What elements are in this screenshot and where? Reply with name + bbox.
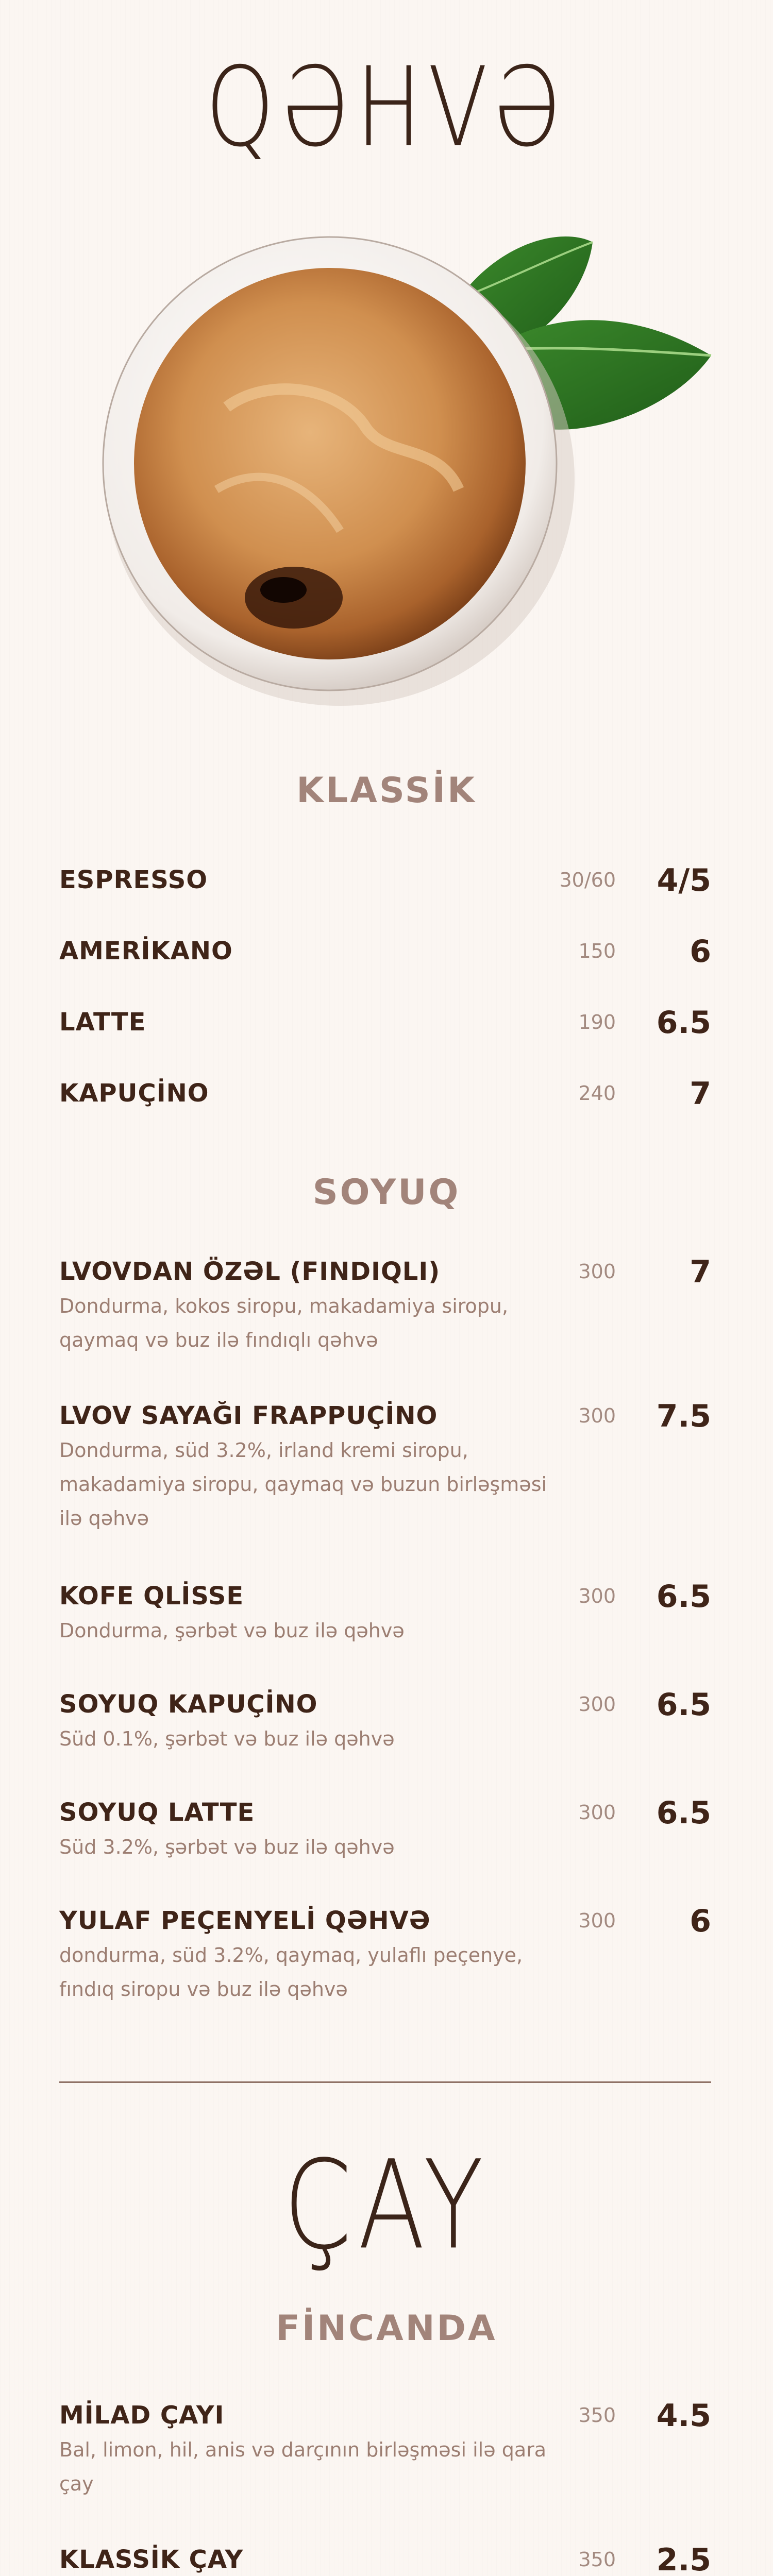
coffee-cup-illustration bbox=[98, 222, 747, 721]
item-volume: 240 bbox=[578, 1082, 616, 1105]
item-description: Dondurma, kokos siropu, makadamiya siropu, qaymaq və buz ilə fındıqlı qəhvə bbox=[59, 1295, 509, 1351]
item-volume: 300 bbox=[578, 1404, 616, 1427]
item-description: Dondurma, süd 3.2%, irland kremi siropu, makadamiya siropu, qaymaq və buzun birləşməsi ilə qəhvə bbox=[59, 1439, 547, 1530]
item-volume: 300 bbox=[578, 1260, 616, 1283]
menu-item bbox=[59, 2542, 711, 2576]
item-name: LVOVDAN ÖZƏL (FINDIQLI) bbox=[59, 1257, 441, 1286]
item-price: 6.5 bbox=[656, 1795, 711, 1831]
item-volume: 150 bbox=[578, 940, 616, 962]
item-name: SOYUQ KAPUÇİNO bbox=[59, 1690, 318, 1719]
item-volume: 300 bbox=[578, 1801, 616, 1824]
item-name: ESPRESSO bbox=[59, 866, 208, 894]
item-name: KOFE QLİSSE bbox=[59, 1582, 244, 1611]
soyuq-heading: SOYUQ bbox=[312, 1172, 461, 1213]
item-description: dondurma, süd 3.2%, qaymaq, yulaflı peçenye, fındıq siropu və buz ilə qəhvə bbox=[59, 1944, 523, 2001]
menu-item bbox=[59, 1795, 711, 1864]
menu-item bbox=[59, 1398, 711, 1535]
menu-item bbox=[59, 934, 711, 970]
item-name: KAPUÇİNO bbox=[59, 1079, 209, 1108]
item-volume: 350 bbox=[578, 2548, 616, 2571]
klassik-heading: KLASSİK bbox=[296, 770, 477, 811]
item-description: Dondurma, şərbət və buz ilə qəhvə bbox=[59, 1619, 405, 1642]
item-description: Süd 0.1%, şərbət və buz ilə qəhvə bbox=[59, 1727, 395, 1750]
item-description: Süd 3.2%, şərbət və buz ilə qəhvə bbox=[59, 1836, 395, 1858]
menu-item bbox=[59, 1579, 711, 1648]
item-price: 6.5 bbox=[656, 1005, 711, 1041]
item-volume: 300 bbox=[578, 1909, 616, 1932]
item-volume: 30/60 bbox=[559, 869, 616, 891]
item-name: LATTE bbox=[59, 1008, 146, 1037]
item-name: AMERİKANO bbox=[59, 937, 233, 965]
item-price: 6 bbox=[690, 1903, 711, 1939]
item-volume: 350 bbox=[578, 2404, 616, 2427]
section-divider bbox=[59, 2081, 711, 2083]
item-name: KLASSİK ÇAY bbox=[59, 2545, 244, 2574]
item-price: 4.5 bbox=[656, 2398, 711, 2434]
tea-title: ÇAY bbox=[283, 2134, 490, 2277]
item-price: 7 bbox=[690, 1076, 711, 1112]
item-price: 4/5 bbox=[657, 862, 711, 899]
item-volume: 300 bbox=[578, 1585, 616, 1607]
menu-item bbox=[59, 2398, 711, 2501]
fincanda-heading: FİNCANDA bbox=[276, 2308, 497, 2349]
item-price: 6.5 bbox=[656, 1579, 711, 1615]
menu-item bbox=[59, 1254, 711, 1357]
item-name: SOYUQ LATTE bbox=[59, 1798, 255, 1827]
item-description: Bal, limon, hil, anis və darçının birləşməsi ilə qara çay bbox=[59, 2438, 547, 2495]
coffee-title: QƏHVƏ bbox=[205, 44, 568, 172]
item-price: 6.5 bbox=[656, 1687, 711, 1723]
item-price: 7 bbox=[690, 1254, 711, 1290]
menu-item bbox=[59, 1005, 711, 1041]
item-volume: 190 bbox=[578, 1011, 616, 1033]
item-name: MİLAD ÇAYI bbox=[59, 2401, 225, 2430]
item-price: 7.5 bbox=[656, 1398, 711, 1434]
menu-item bbox=[59, 1076, 711, 1112]
item-name: YULAF PEÇENYELİ QƏHVƏ bbox=[59, 1906, 431, 1935]
item-name: LVOV SAYAĞI FRAPPUÇİNO bbox=[59, 1401, 438, 1430]
item-price: 2.5 bbox=[656, 2542, 711, 2576]
item-volume: 300 bbox=[578, 1693, 616, 1716]
menu-item bbox=[59, 1903, 711, 2006]
menu-item bbox=[59, 862, 711, 899]
item-price: 6 bbox=[690, 934, 711, 970]
menu-item bbox=[59, 1687, 711, 1756]
